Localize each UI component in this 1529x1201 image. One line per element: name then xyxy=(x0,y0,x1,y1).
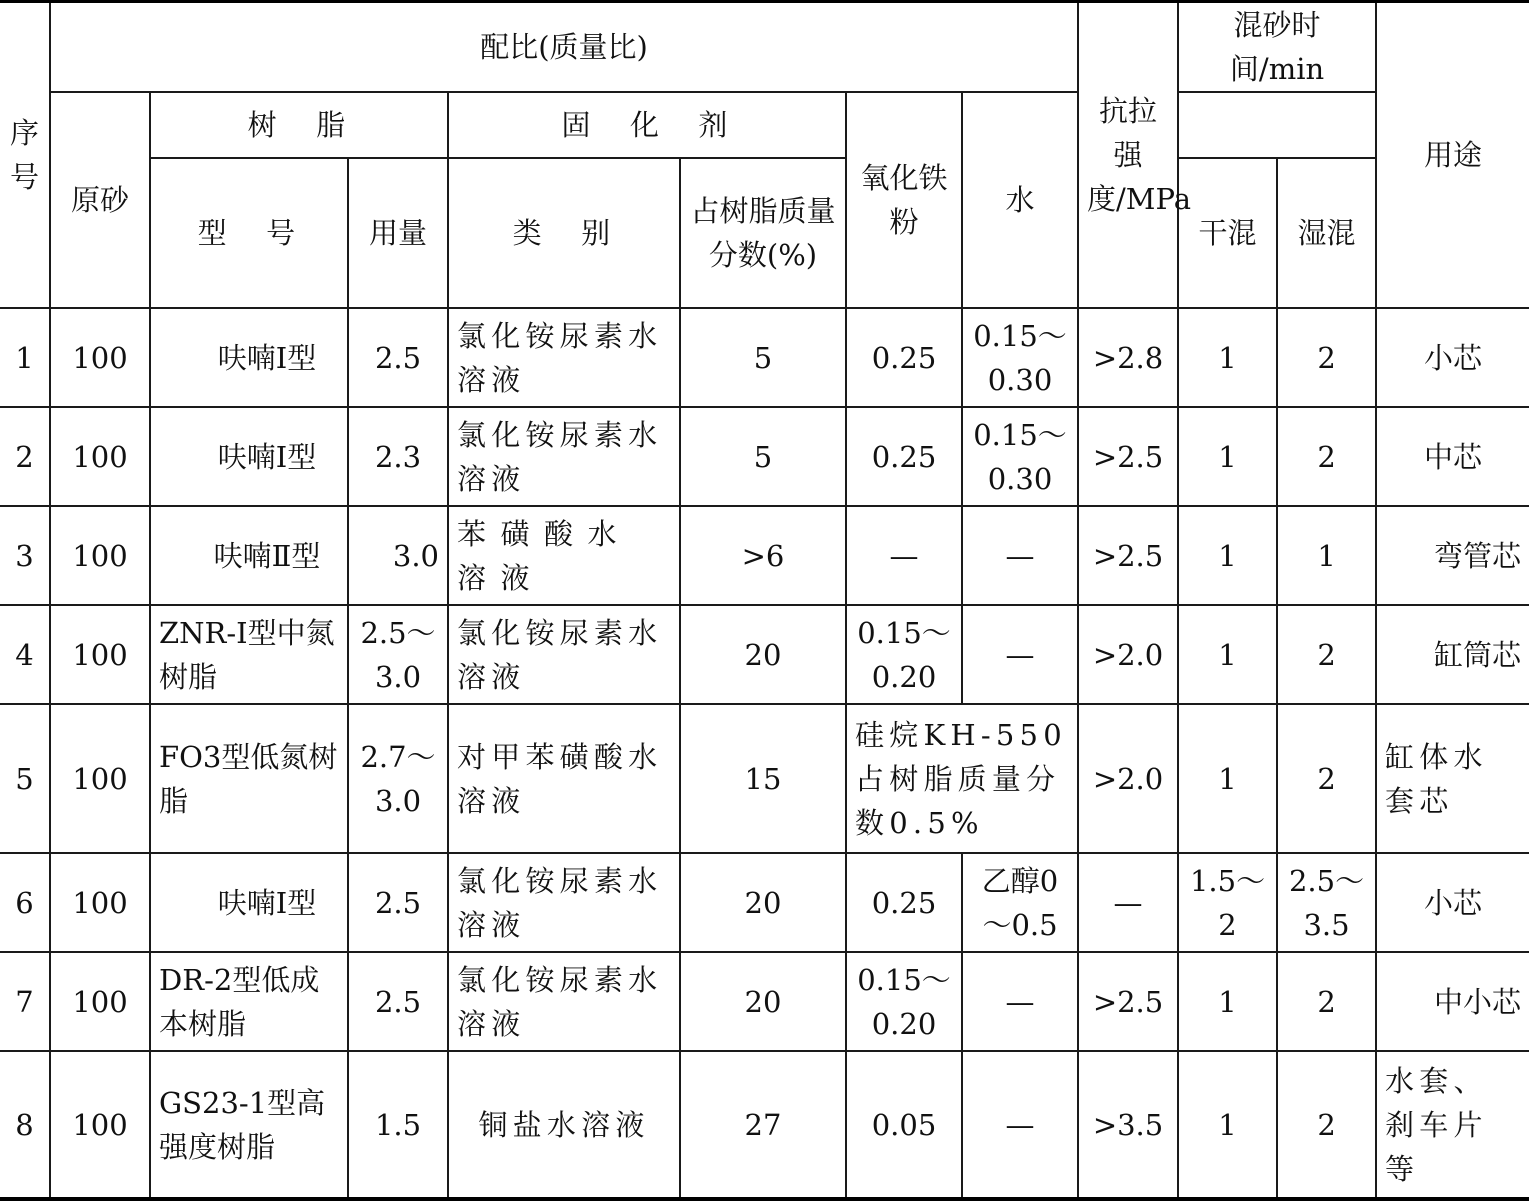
table-row xyxy=(0,1051,1529,1199)
cell-usage: 小芯 xyxy=(1376,308,1529,407)
cell-tensile: >2.5 xyxy=(1078,407,1178,506)
cell-no: 1 xyxy=(0,308,50,407)
header-raw-sand: 原砂 xyxy=(50,92,150,308)
cell-water: — xyxy=(962,952,1078,1051)
cell-hardener: 氯化铵尿素水溶液 xyxy=(448,407,680,506)
cell-dry: 1 xyxy=(1178,605,1277,704)
header-ratio-group: 配比(质量比) xyxy=(50,2,1078,93)
cell-hardener: 氯化铵尿素水溶液 xyxy=(448,308,680,407)
cell-iron: 0.25 xyxy=(846,407,962,506)
cell-wet: 2 xyxy=(1277,407,1376,506)
cell-hardener: 氯化铵尿素水溶液 xyxy=(448,952,680,1051)
cell-wet: 1 xyxy=(1277,506,1376,605)
cell-water: — xyxy=(962,1051,1078,1199)
cell-sand: 100 xyxy=(50,952,150,1051)
header-resin-group: 树 脂 xyxy=(150,92,448,158)
header-dry-mix: 干混 xyxy=(1178,158,1277,308)
header-seq: 序号 xyxy=(0,2,50,309)
header-resin-amount: 用量 xyxy=(348,158,448,308)
header-hardener-pct: 占树脂质量分数(%) xyxy=(680,158,846,308)
cell-pct: 20 xyxy=(680,605,846,704)
cell-usage: 缸体水套芯 xyxy=(1376,704,1529,853)
cell-dry: 1 xyxy=(1178,952,1277,1051)
cell-pct: 15 xyxy=(680,704,846,853)
cell-model: 呋喃Ⅰ型 xyxy=(150,407,348,506)
header-hardener-group: 固 化 剂 xyxy=(448,92,846,158)
cell-hardener: 氯化铵尿素水溶液 xyxy=(448,853,680,952)
cell-no: 5 xyxy=(0,704,50,853)
cell-water: — xyxy=(962,605,1078,704)
cell-model: 呋喃Ⅰ型 xyxy=(150,308,348,407)
cell-pct: 5 xyxy=(680,308,846,407)
cell-wet: 2 xyxy=(1277,308,1376,407)
table-row xyxy=(0,407,1529,506)
cell-pct: >6 xyxy=(680,506,846,605)
cell-wet: 2 xyxy=(1277,1051,1376,1199)
header-mix-time: 混砂时间/min xyxy=(1178,2,1376,93)
cell-hardener: 苯磺酸水溶液 xyxy=(448,506,680,605)
cell-model: FO3型低氮树脂 xyxy=(150,704,348,853)
cell-amount: 2.5 xyxy=(348,853,448,952)
table-row xyxy=(0,853,1529,952)
cell-sand: 100 xyxy=(50,1051,150,1199)
cell-iron: — xyxy=(846,506,962,605)
cell-usage: 中小芯 xyxy=(1376,952,1529,1051)
cell-hardener: 铜盐水溶液 xyxy=(448,1051,680,1199)
header-usage: 用途 xyxy=(1376,2,1529,309)
cell-model: 呋喃Ⅱ型 xyxy=(150,506,348,605)
cell-pct: 20 xyxy=(680,952,846,1051)
cell-water: 0.15～0.30 xyxy=(962,308,1078,407)
cell-dry: 1 xyxy=(1178,704,1277,853)
table-row xyxy=(0,308,1529,407)
cell-no: 8 xyxy=(0,1051,50,1199)
cell-dry: 1 xyxy=(1178,308,1277,407)
table-row xyxy=(0,704,1529,853)
cell-tensile: >2.5 xyxy=(1078,952,1178,1051)
cell-no: 6 xyxy=(0,853,50,952)
cell-tensile: >2.0 xyxy=(1078,704,1178,853)
cell-wet: 2 xyxy=(1277,704,1376,853)
cell-hardener: 氯化铵尿素水溶液 xyxy=(448,605,680,704)
cell-no: 4 xyxy=(0,605,50,704)
cell-amount: 2.7～3.0 xyxy=(348,704,448,853)
cell-pct: 5 xyxy=(680,407,846,506)
header-tensile: 抗拉强度/MPa xyxy=(1078,2,1178,309)
cell-dry: 1.5～2 xyxy=(1178,853,1277,952)
cell-sand: 100 xyxy=(50,407,150,506)
cell-wet: 2 xyxy=(1277,952,1376,1051)
cell-usage: 水套、刹车片等 xyxy=(1376,1051,1529,1199)
cell-iron-water-merged: 硅烷KH-550占树脂质量分数0.5% xyxy=(846,704,1078,853)
cell-iron: 0.15～0.20 xyxy=(846,952,962,1051)
cell-amount: 2.5 xyxy=(348,952,448,1051)
cell-usage: 中芯 xyxy=(1376,407,1529,506)
cell-dry: 1 xyxy=(1178,506,1277,605)
cell-sand: 100 xyxy=(50,704,150,853)
cell-usage: 缸筒芯 xyxy=(1376,605,1529,704)
cell-tensile: >3.5 xyxy=(1078,1051,1178,1199)
cell-iron: 0.15～0.20 xyxy=(846,605,962,704)
cell-model: ZNR-Ⅰ型中氮树脂 xyxy=(150,605,348,704)
cell-usage: 弯管芯 xyxy=(1376,506,1529,605)
cell-model: 呋喃Ⅰ型 xyxy=(150,853,348,952)
cell-amount: 2.5～3.0 xyxy=(348,605,448,704)
header-hardener-type: 类 别 xyxy=(448,158,680,308)
header-wet-mix: 湿混 xyxy=(1277,158,1376,308)
cell-sand: 100 xyxy=(50,506,150,605)
cell-no: 3 xyxy=(0,506,50,605)
cell-sand: 100 xyxy=(50,853,150,952)
table-row xyxy=(0,952,1529,1051)
cell-dry: 1 xyxy=(1178,1051,1277,1199)
header-resin-model: 型 号 xyxy=(150,158,348,308)
cell-no: 2 xyxy=(0,407,50,506)
table-row xyxy=(0,605,1529,704)
header-water: 水 xyxy=(962,92,1078,308)
cell-amount: 3.0 xyxy=(348,506,448,605)
cell-model: DR-2型低成本树脂 xyxy=(150,952,348,1051)
table-row xyxy=(0,506,1529,605)
cell-no: 7 xyxy=(0,952,50,1051)
cell-tensile: — xyxy=(1078,853,1178,952)
cell-amount: 1.5 xyxy=(348,1051,448,1199)
cell-pct: 27 xyxy=(680,1051,846,1199)
cell-model: GS23-1型高强度树脂 xyxy=(150,1051,348,1199)
cell-dry: 1 xyxy=(1178,407,1277,506)
header-iron-oxide: 氧化铁粉 xyxy=(846,92,962,308)
cell-iron: 0.05 xyxy=(846,1051,962,1199)
cell-tensile: >2.0 xyxy=(1078,605,1178,704)
cell-sand: 100 xyxy=(50,605,150,704)
cell-hardener: 对甲苯磺酸水溶液 xyxy=(448,704,680,853)
cell-tensile: >2.5 xyxy=(1078,506,1178,605)
cell-tensile: >2.8 xyxy=(1078,308,1178,407)
cell-water: 0.15～0.30 xyxy=(962,407,1078,506)
cell-pct: 20 xyxy=(680,853,846,952)
cell-usage: 小芯 xyxy=(1376,853,1529,952)
cell-iron: 0.25 xyxy=(846,853,962,952)
cell-wet: 2.5～3.5 xyxy=(1277,853,1376,952)
cell-sand: 100 xyxy=(50,308,150,407)
cell-amount: 2.3 xyxy=(348,407,448,506)
cell-water: — xyxy=(962,506,1078,605)
cell-iron: 0.25 xyxy=(846,308,962,407)
cell-wet: 2 xyxy=(1277,605,1376,704)
cell-amount: 2.5 xyxy=(348,308,448,407)
cell-water: 乙醇0～0.5 xyxy=(962,853,1078,952)
